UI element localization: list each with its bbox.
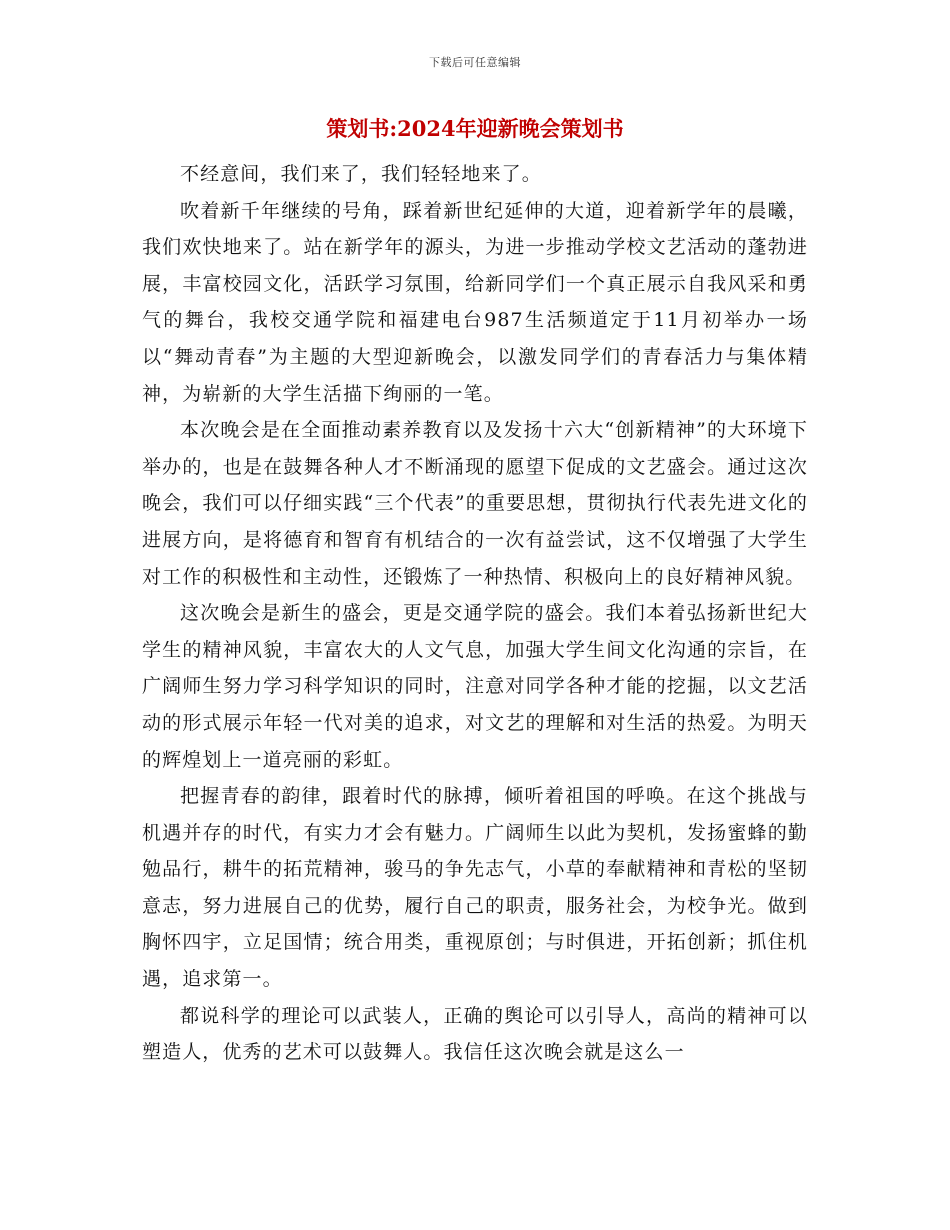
paragraph-5: 把握青春的韵律，跟着时代的脉搏，倾听着祖国的呼唤。在这个挑战与机遇并存的时代，有实力才会有魅力。广阔师生以此为契机，发扬蜜蜂的勤勉品行，耕牛的拓荒精神，骏马的争先志气，小草的奉献精神和青松的坚韧意志，努力进展自己的优势，履行自己的职责，服务社会，为校争光。做到胸怀四宇，立足国情；统合用类，重视原创；与时俱进，开拓创新；抓住机遇，追求第一。 — [142, 785, 808, 991]
paragraph-3: 本次晚会是在全面推动素养教育以及发扬十六大“创新精神”的大环境下举办的，也是在鼓舞各种人才不断涌现的愿望下促成的文艺盛会。通过这次晚会，我们可以仔细实践“三个代表”的重要思想，贯彻执行代表先进文化的进展方向，是将德育和智育有机结合的一次有益尝试，这不仅增强了大学生对工作的积极性和主动性，还锻炼了一种热情、积极向上的良好精神风貌。 — [142, 419, 808, 588]
paragraph-6: 都说科学的理论可以武装人，正确的舆论可以引导人，高尚的精神可以塑造人，优秀的艺术可以鼓舞人。我信任这次晚会就是这么一 — [142, 1004, 808, 1064]
paragraph-1: 不经意间，我们来了，我们轻轻地来了。 — [180, 163, 542, 185]
page-header-note: 下载后可任意编辑 — [429, 56, 521, 69]
paragraph-2: 吹着新千年继续的号角，踩着新世纪延伸的大道，迎着新学年的晨曦，我们欢快地来了。站在新学年的源头，为进一步推动学校文艺活动的蓬勃进展，丰富校园文化，活跃学习氛围，给新同学们一个真正展示自我风采和勇气的舞台，我校交通学院和福建电台987生活频道定于11月初举办一场以“舞动青春”为主题的大型迎新晚会，以激发同学们的青春活力与集体精神，为崭新的大学生活描下绚丽的一笔。 — [142, 199, 808, 405]
document-body — [142, 156, 808, 1071]
paragraph-4: 这次晚会是新生的盛会，更是交通学院的盛会。我们本着弘扬新世纪大学生的精神风貌，丰富农大的人文气息，加强大学生间文化沟通的宗旨，在广阔师生努力学习科学知识的同时，注意对同学各种才能的挖掘，以文艺活动的形式展示年轻一代对美的追求，对文艺的理解和对生活的热爱。为明天的辉煌划上一道亮丽的彩虹。 — [142, 602, 808, 771]
document-title: 策划书:2024年迎新晚会策划书 — [326, 116, 624, 141]
